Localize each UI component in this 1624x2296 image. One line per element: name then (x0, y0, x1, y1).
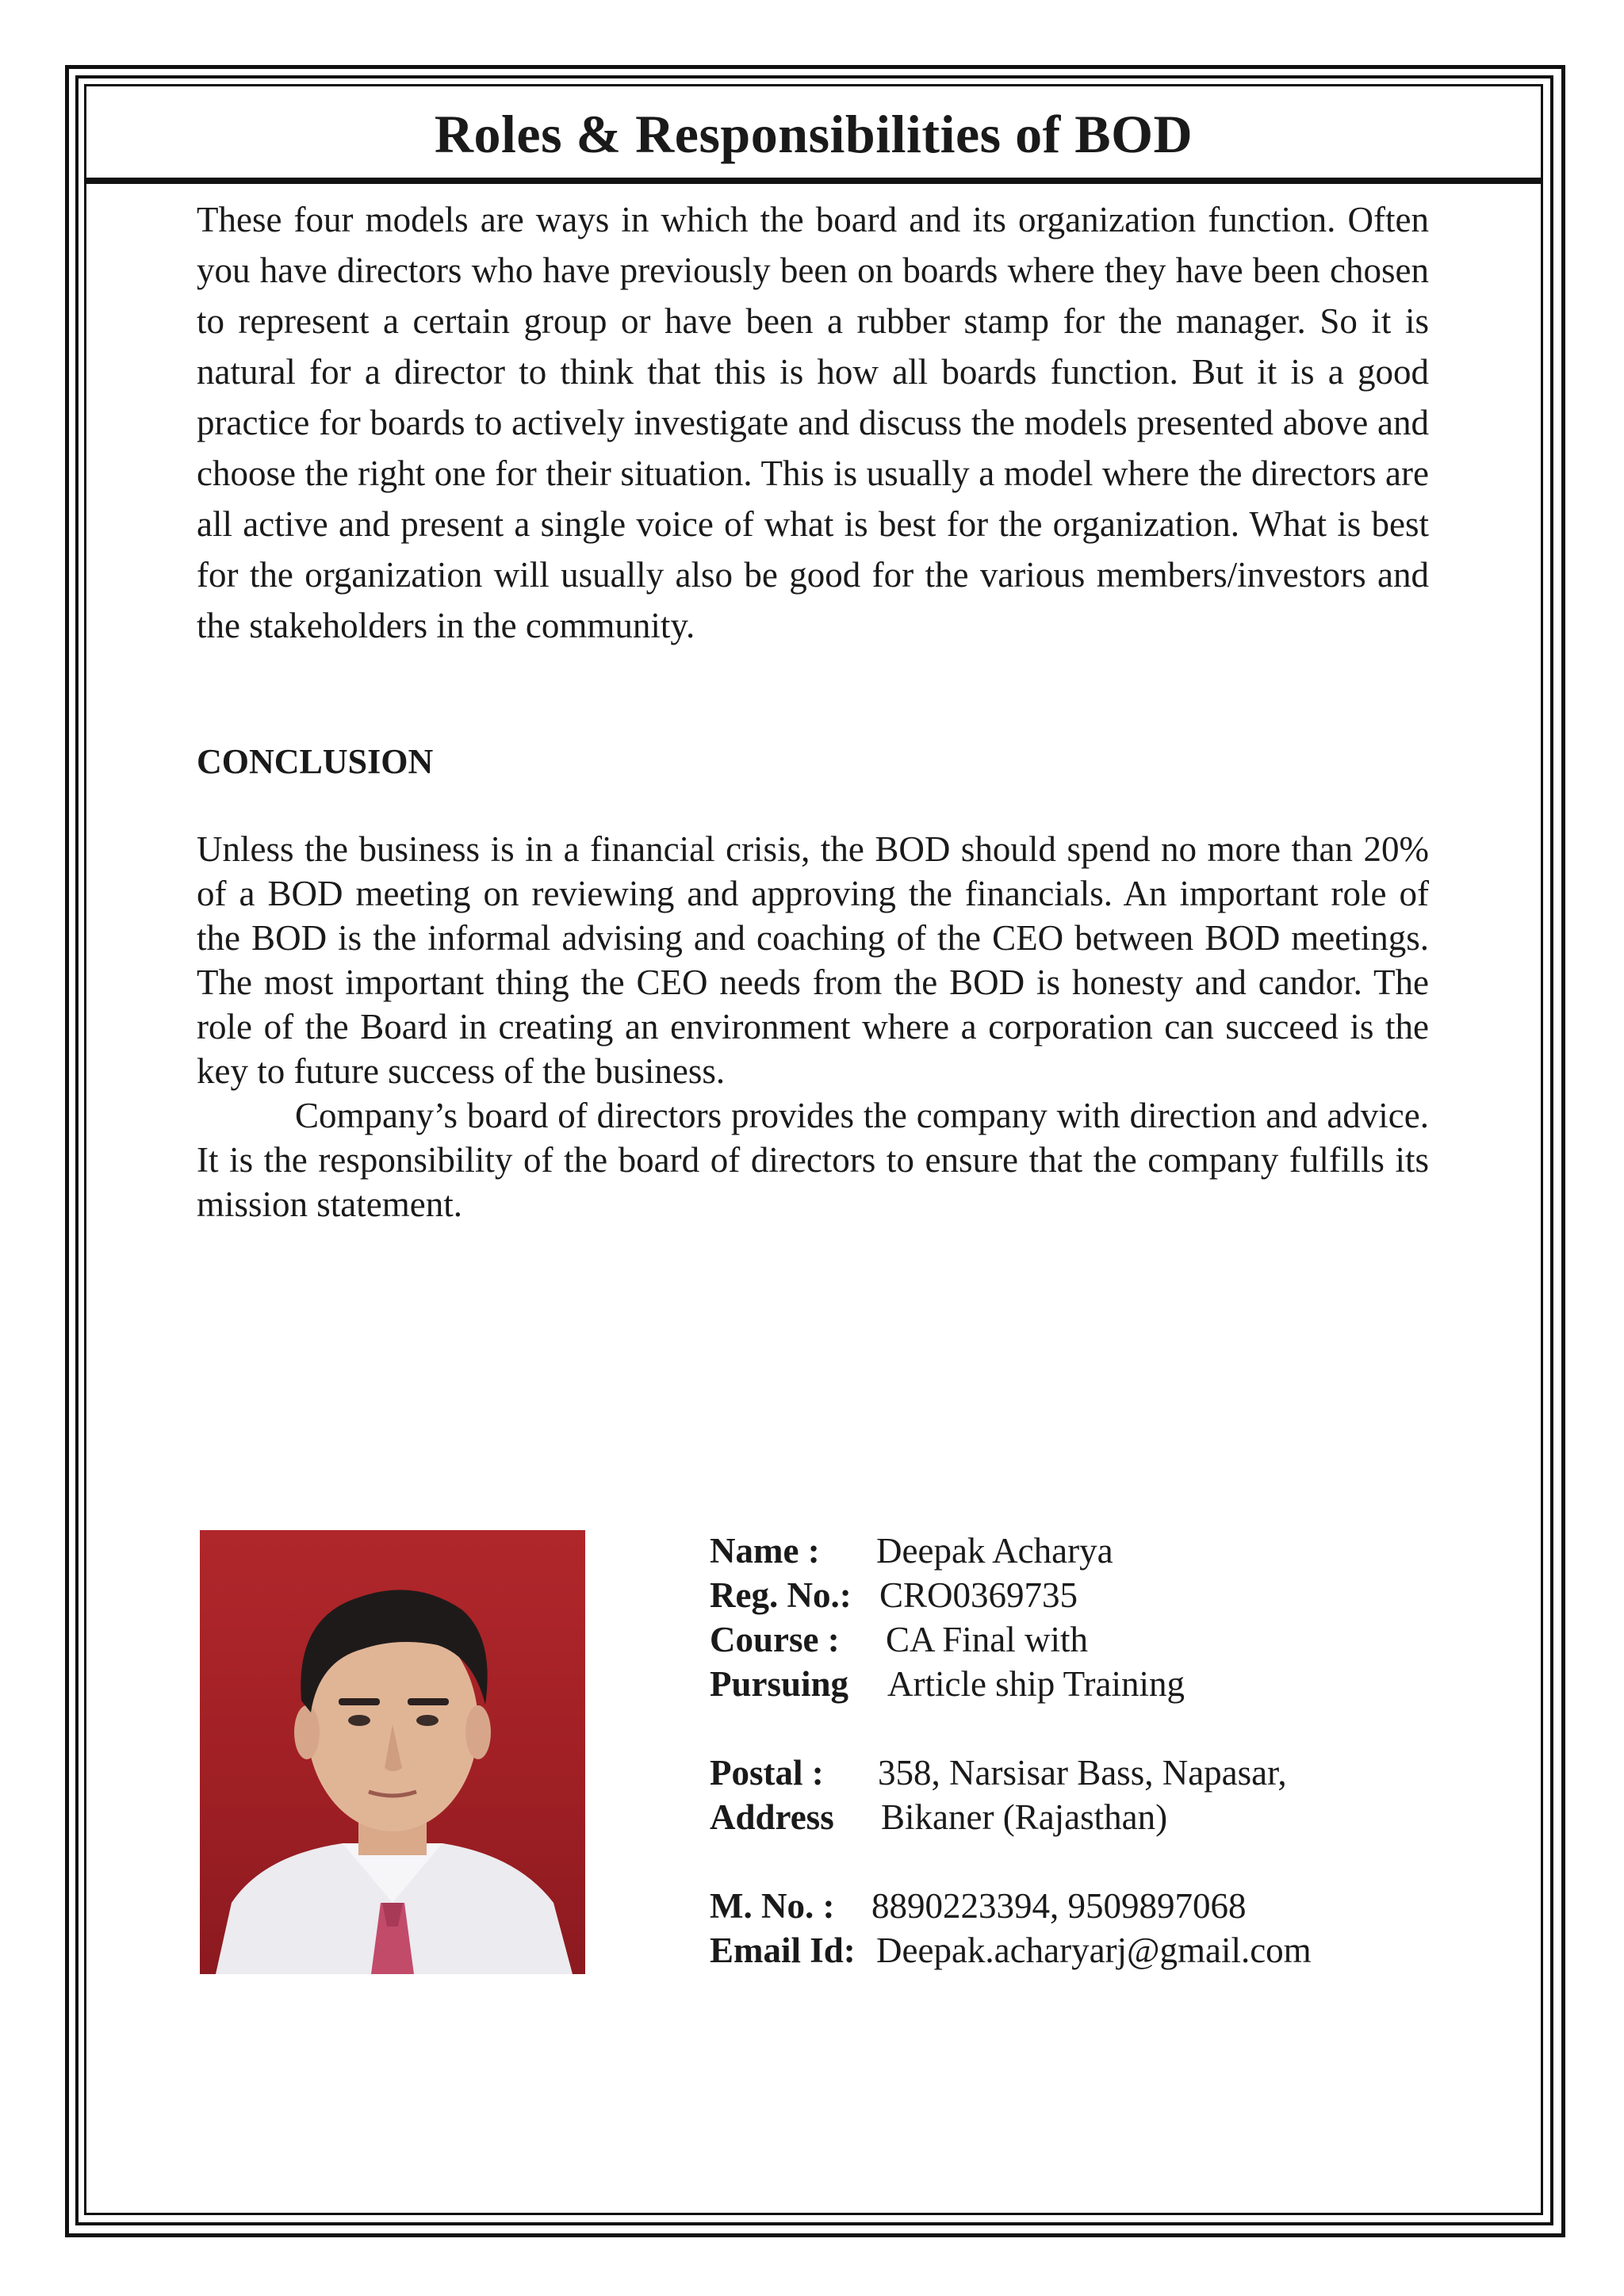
intro-paragraph: These four models are ways in which the board and its organization function. Often you have directors who have previously been on boards where they have been chosen to represent a certain group or have been a rubber stamp for the manager. So it is natural for a director to think that this is how all boards function. But it is a good practice for boards to actively investigate and discuss the models presented above and choose the right one for their situation. This is usually a model where the directors are all active and present a single voice of what is best for the organization. What is best for the organization will usually also be good for the various members/investors and the stakeholders in the community. (197, 200, 1429, 645)
address-label: Address (710, 1797, 834, 1837)
email-row (710, 1928, 1503, 1973)
pursuing-value: Article ship Training (887, 1664, 1185, 1704)
conclusion-paragraph-1: Unless the business is in a financial crisis, the BOD should spend no more than 20% of a BOD meeting on reviewing and approving the financials. An important role of the BOD is the informal advising and coaching of the CEO between BOD meetings. The most important thing the CEO needs from the BOD is honesty and candor. The role of the Board in creating an environment where a corporation can succeed is the key to future success of the business. (197, 829, 1429, 1091)
course-row (710, 1617, 1503, 1662)
email-value: Deepak.acharyarj@gmail.com (876, 1931, 1312, 1970)
mobile-row (710, 1884, 1503, 1928)
page-title: Roles & Responsibilities of BOD (434, 104, 1193, 164)
conclusion-paragraph-2: Company’s board of directors provides the company with direction and advice. It is the responsibility of the board of directors to ensure that the company fulfills its mission statement. (197, 1096, 1429, 1224)
email-label: Email Id: (710, 1931, 856, 1970)
reg-row (710, 1573, 1503, 1617)
author-profile (710, 1529, 1503, 1973)
course-label: Course : (710, 1620, 840, 1659)
conclusion-body (197, 827, 1429, 1226)
author-photo (200, 1530, 585, 1974)
mobile-label: M. No. : (710, 1886, 835, 1926)
reg-value: CRO0369735 (879, 1575, 1078, 1615)
postal-row (710, 1751, 1503, 1795)
course-value: CA Final with (886, 1620, 1089, 1659)
pursuing-row (710, 1662, 1503, 1706)
postal-label: Postal : (710, 1753, 824, 1793)
mobile-value: 8890223394, 9509897068 (871, 1886, 1247, 1926)
postal-value: 358, Narsisar Bass, Napasar, (878, 1753, 1287, 1793)
pursuing-label: Pursuing (710, 1664, 849, 1704)
name-value: Deepak Acharya (876, 1531, 1113, 1571)
address-row (710, 1795, 1503, 1839)
conclusion-heading: CONCLUSION (197, 742, 434, 781)
address-value: Bikaner (Rajasthan) (881, 1797, 1168, 1837)
name-label: Name : (710, 1531, 820, 1571)
reg-label: Reg. No.: (710, 1575, 852, 1615)
name-row (710, 1529, 1503, 1573)
title-band (86, 86, 1541, 184)
author-portrait-icon (200, 1530, 585, 1974)
